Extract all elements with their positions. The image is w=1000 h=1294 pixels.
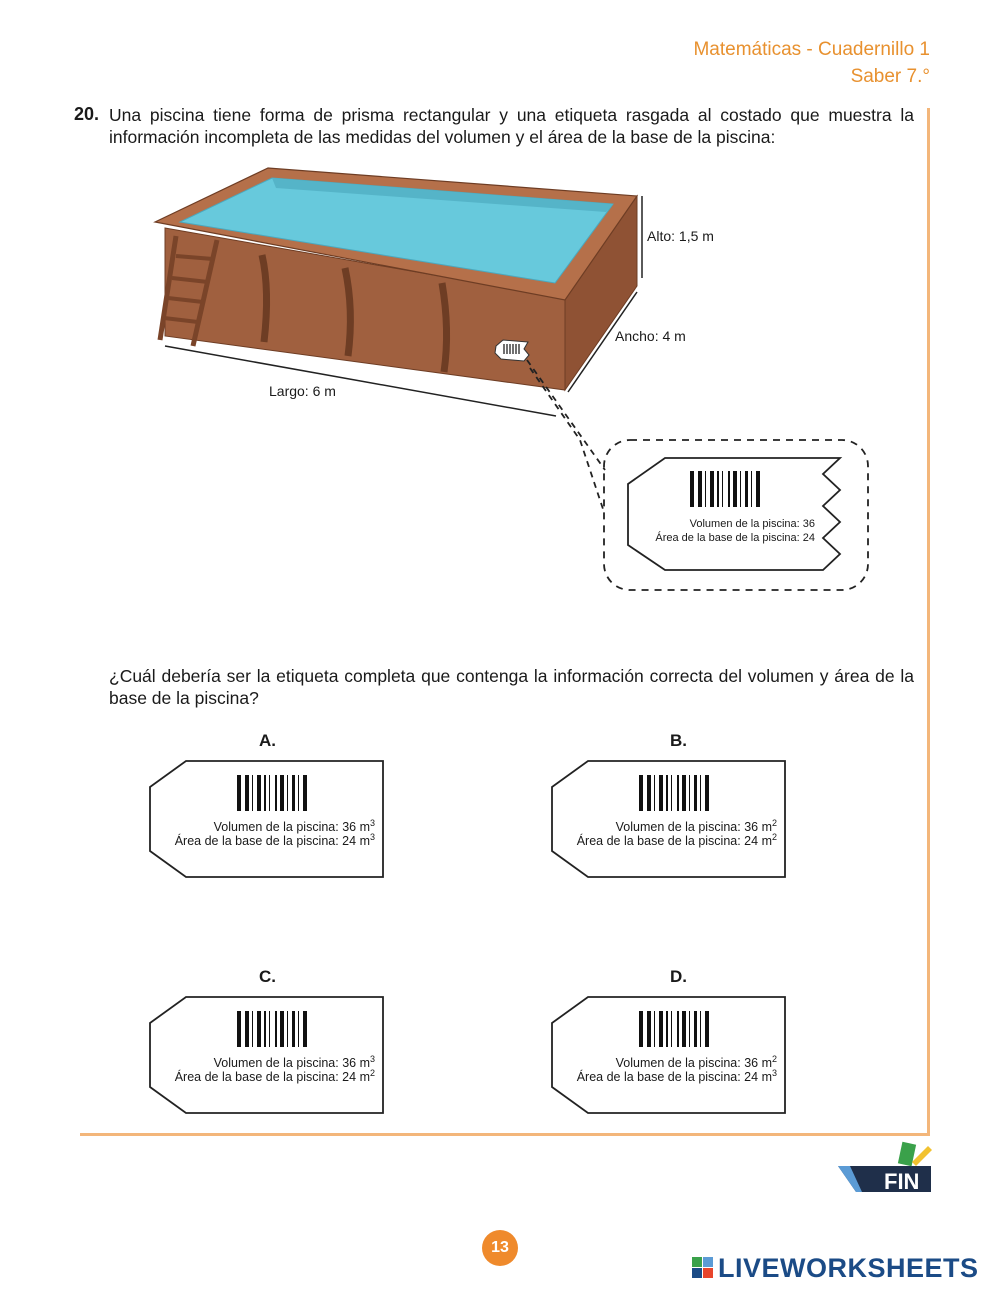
- option-b-area: Área de la base de la piscina: 24 $m^2$: [576, 832, 777, 848]
- width-label: Ancho: 4 m: [615, 328, 686, 344]
- question-number: 20.: [74, 104, 100, 124]
- torn-tag-area: Área de la base de la piscina: 24: [655, 532, 815, 544]
- fin-button[interactable]: [838, 1140, 933, 1195]
- frame-border-bottom: [80, 1133, 930, 1136]
- question-text: Una piscina tiene forma de prisma rectangular y una etiqueta rasgada al costado que muestra la información incompleta de las medidas del volumen y el área de la base de la piscina:: [109, 105, 914, 147]
- liveworksheets-logo[interactable]: [692, 1253, 979, 1283]
- liveworksheets-text: LIVEWORKSHEETS: [718, 1252, 979, 1283]
- pool-figure: [0, 0, 1000, 640]
- dashed-connector: [530, 368, 604, 512]
- header-grade: Saber 7.°: [850, 66, 930, 87]
- page-number: 13: [482, 1230, 518, 1266]
- small-tag-icon: [495, 340, 529, 361]
- option-c-area: Área de la base de la piscina: 24 $m^2$: [174, 1068, 375, 1084]
- option-d-area: Área de la base de la piscina: 24 $m^3$: [576, 1068, 777, 1084]
- height-label: Alto: 1,5 m: [647, 228, 714, 244]
- option-c-letter: C.: [259, 967, 276, 986]
- question-prompt: ¿Cuál debería ser la etiqueta completa que contenga la información correcta del volumen y área de la base de la piscina?: [109, 666, 914, 708]
- option-b-tag[interactable]: [551, 760, 787, 878]
- option-a-letter: A.: [259, 731, 276, 750]
- torn-tag-text: [630, 517, 815, 545]
- option-c-tag[interactable]: [149, 996, 385, 1114]
- header-subject: Matemáticas - Cuadernillo 1: [693, 39, 930, 60]
- option-a-volume: Volumen de la piscina: 36 $m^3$: [213, 818, 375, 834]
- torn-tag-volume: Volumen de la piscina: 36: [689, 518, 815, 530]
- fin-label: FIN: [884, 1169, 920, 1194]
- option-a-tag[interactable]: [149, 760, 385, 878]
- liveworksheets-icon: [692, 1257, 714, 1279]
- option-a-area: Área de la base de la piscina: 24 $m^3$: [174, 832, 375, 848]
- option-d-letter: D.: [670, 967, 687, 986]
- option-d-tag[interactable]: [551, 996, 787, 1114]
- length-label: Largo: 6 m: [269, 383, 336, 399]
- option-b-letter: B.: [670, 731, 687, 750]
- option-c-volume: Volumen de la piscina: 36 $m^3$: [213, 1054, 375, 1070]
- option-b-volume: Volumen de la piscina: 36 $m^2$: [615, 818, 777, 834]
- option-d-volume: Volumen de la piscina: 36 $m^2$: [615, 1054, 777, 1070]
